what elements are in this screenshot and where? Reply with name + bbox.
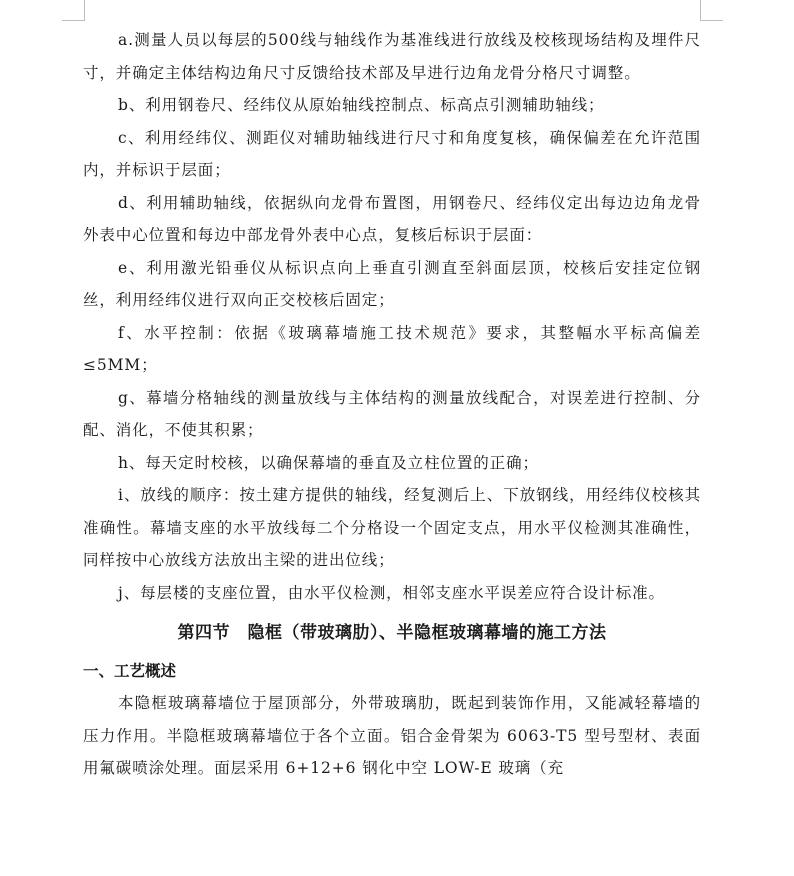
item-f: f、水平控制：依据《玻璃幕墙施工技术规范》要求，其整幅水平标高偏差≤5MM；	[83, 323, 701, 374]
item-e: e、利用激光铅垂仪从标识点向上垂直引测直至斜面层顶，校核后安挂定位钢丝，利用经纬仪进行双向正交校核后固定；	[83, 258, 701, 309]
sub-heading: 一、工艺概述	[83, 661, 177, 680]
item-g: g、幕墙分格轴线的测量放线与主体结构的测量放线配合，对误差进行控制、分配、消化，不使其积累；	[83, 388, 701, 439]
page-corner-mark-right	[700, 0, 723, 21]
page-corner-mark-left	[62, 0, 85, 21]
item-d: d、利用辅助轴线，依据纵向龙骨布置图，用钢卷尺、经纬仪定出每边边角龙骨外表中心位置和每边中部龙骨外表中心点，复核后标识于层面：	[83, 193, 701, 244]
item-c: c、利用经纬仪、测距仪对辅助轴线进行尺寸和角度复核，确保偏差在允许范围内，并标识于层面；	[83, 128, 701, 179]
item-j: j、每层楼的支座位置，由水平仪检测，相邻支座水平误差应符合设计标准。	[118, 583, 665, 602]
item-b: b、利用钢卷尺、经纬仪从原始轴线控制点、标高点引测辅助轴线；	[118, 96, 605, 114]
section-heading: 第四节 隐框（带玻璃肋）、半隐框玻璃幕墙的施工方法	[177, 623, 607, 643]
item-i: i、放线的顺序：按土建方提供的轴线，经复测后上、下放钢线，用经纬仪校核其准确性。幕墙支座的水平放线每二个分格设一个固定支点，用水平仪检测其准确性，同样按中心放线方法放出主梁的进出位线；	[83, 486, 701, 569]
document-page	[83, 24, 701, 785]
item-h: h、每天定时校核，以确保幕墙的垂直及立柱位置的正确；	[118, 453, 539, 472]
overview-paragraph: 本隐框玻璃幕墙位于屋顶部分，外带玻璃肋，既起到装饰作用，又能减轻幕墙的压力作用。半隐框玻璃幕墙位于各个立面。铝合金骨架为 6063-T5 型号型材、表面用氟碳喷涂处理。面层采用 6+12+6 钢化中空 LOW-E 玻璃（充	[83, 694, 701, 777]
item-a: a.测量人员以每层的500线与轴线作为基准线进行放线及校核现场结构及埋件尺寸，并确定主体结构边角尺寸反馈给技术部及早进行边角龙骨分格尺寸调整。	[83, 31, 701, 82]
